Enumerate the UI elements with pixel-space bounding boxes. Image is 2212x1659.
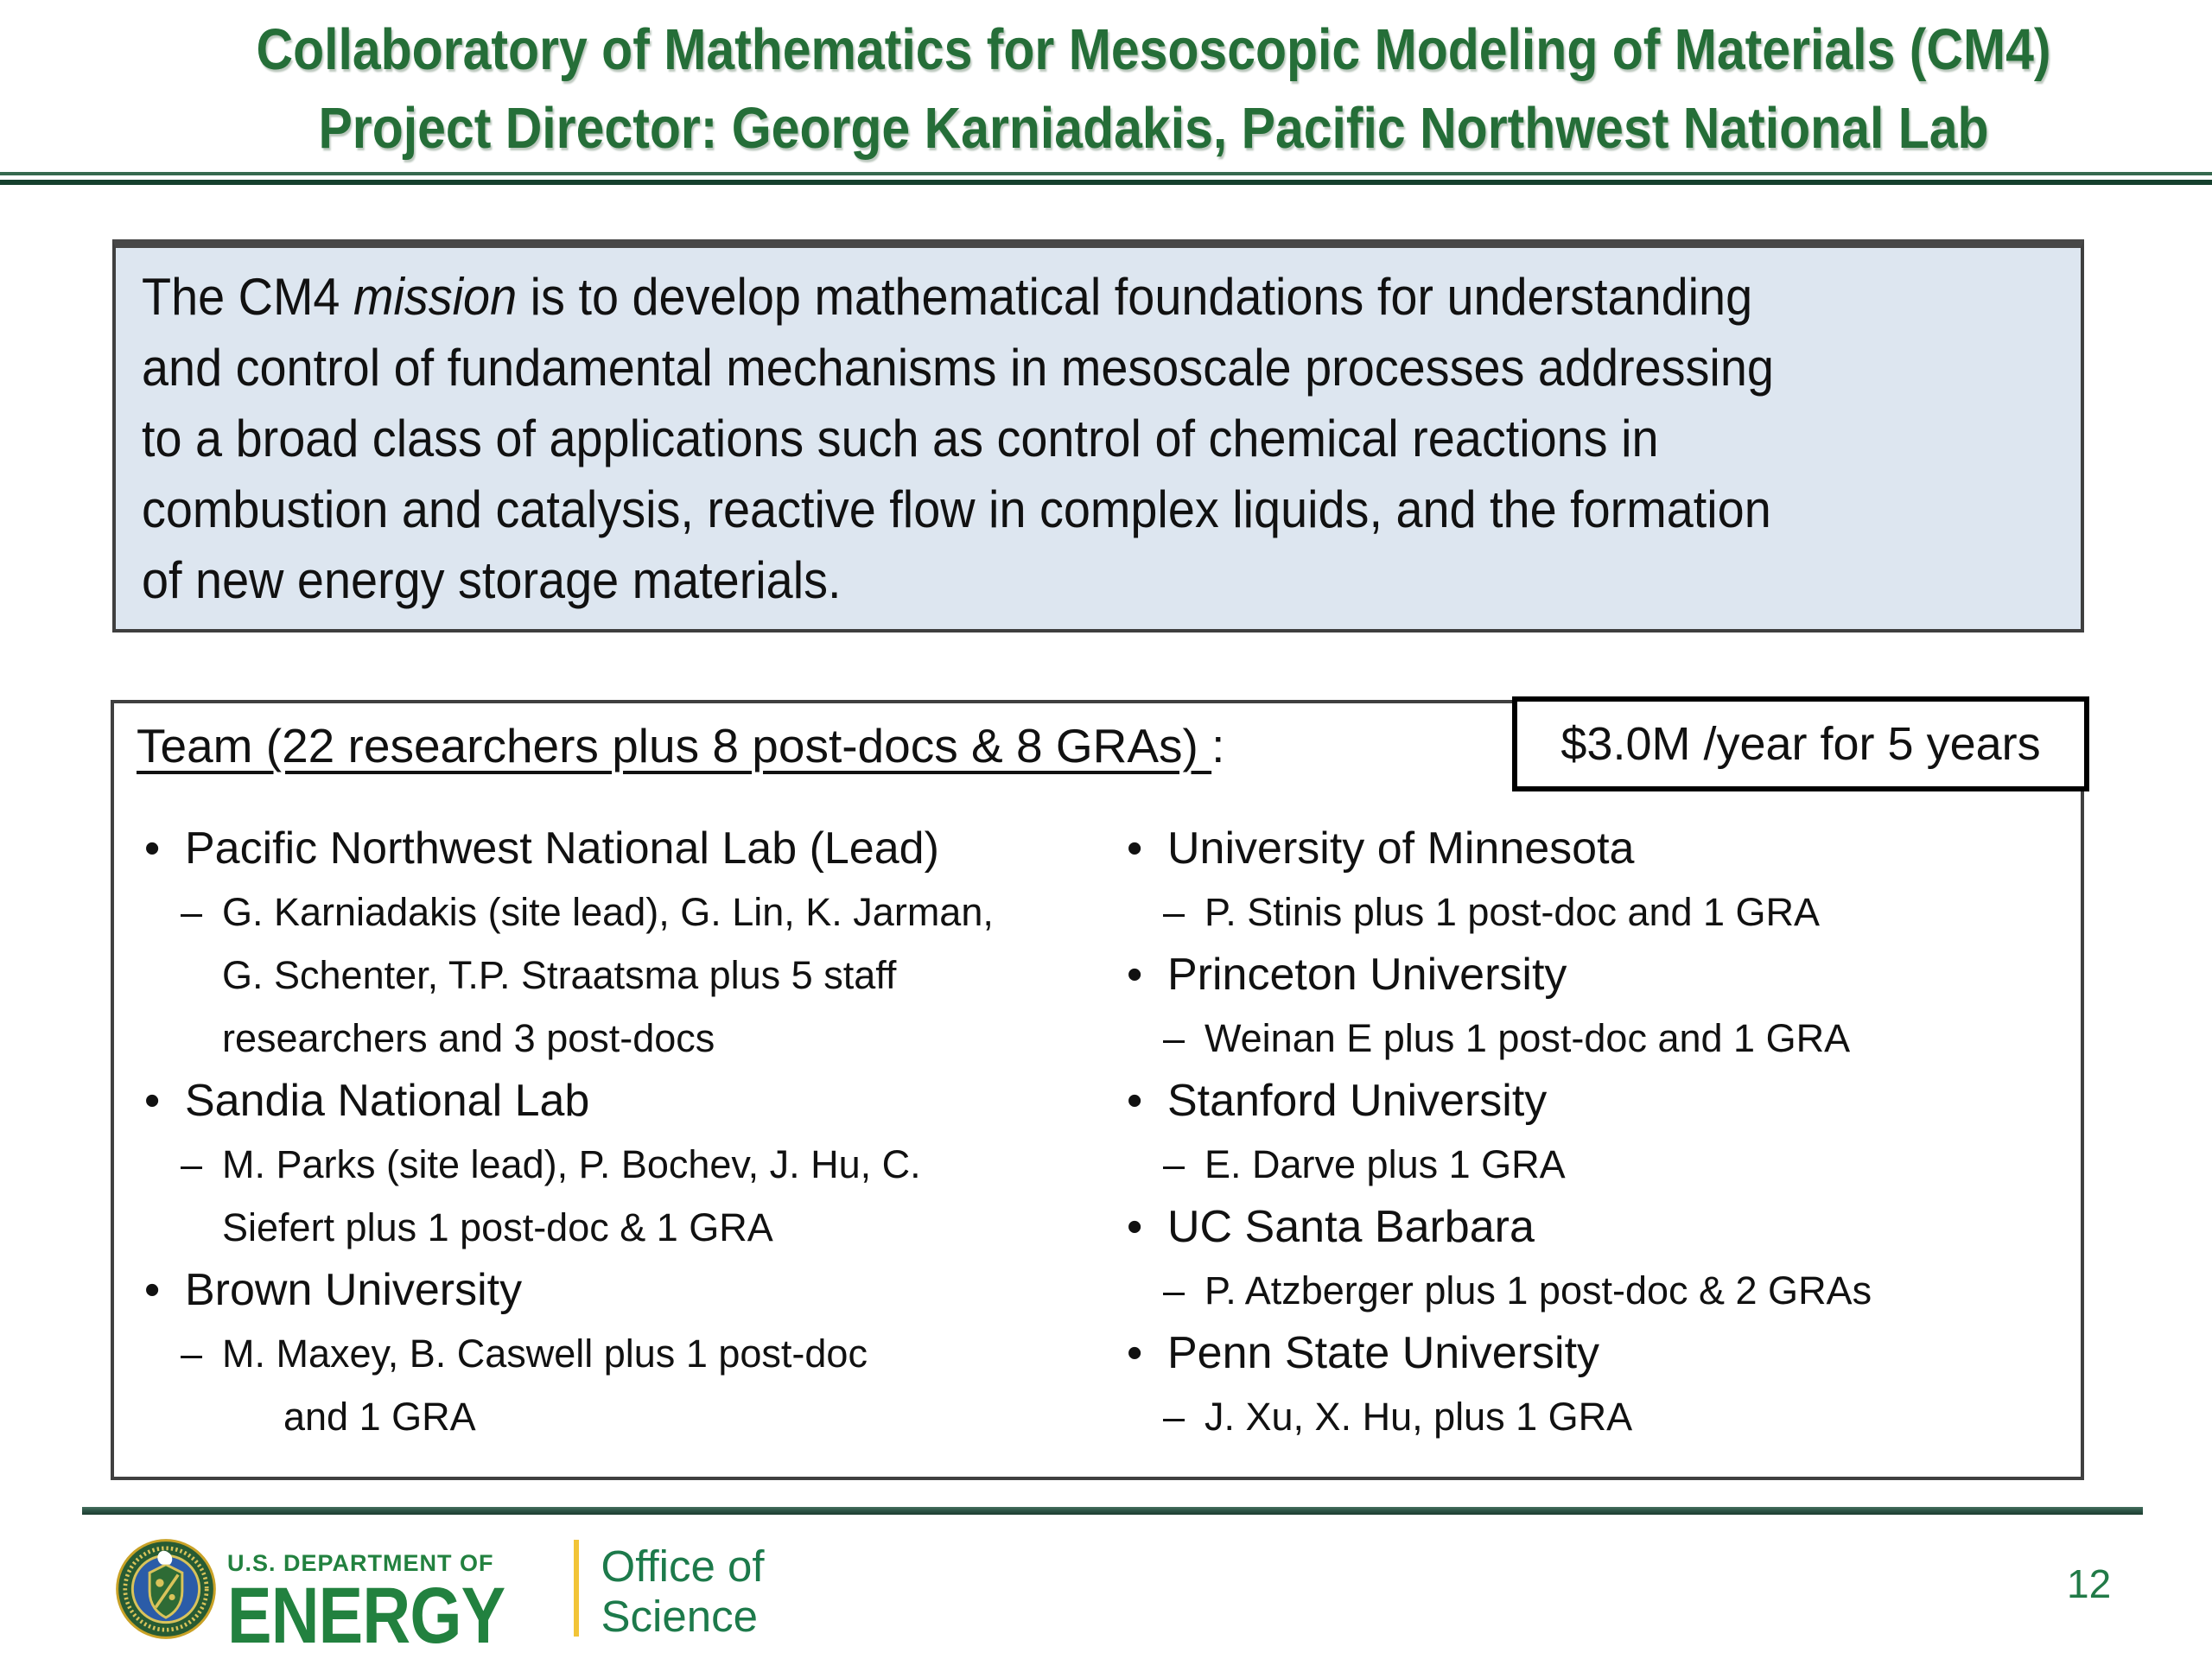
team-column-right (1127, 817, 2074, 1448)
member-line: Siefert plus 1 post-doc & 1 GRA (222, 1205, 773, 1249)
member-line: – Weinan E plus 1 post-doc and 1 GRA (1127, 1007, 2074, 1070)
mission-text-line: to a broad class of applications such as control of chemical reactions in (142, 410, 1659, 467)
list-item (1127, 1196, 2074, 1322)
mission-text-line: The CM4 mission is to develop mathematical foundations for understanding (142, 268, 1753, 326)
team-column-left (144, 817, 1127, 1448)
institution-label: • Stanford University (1127, 1070, 2074, 1133)
doe-logo (115, 1538, 765, 1659)
title-separator (0, 172, 2212, 185)
title-block (0, 10, 2212, 168)
logo-divider (574, 1540, 579, 1637)
list-item (1127, 817, 2074, 944)
office-line1: Office of (601, 1541, 765, 1591)
mission-emphasis: mission (353, 268, 518, 326)
budget-box (1512, 696, 2089, 791)
institution-label: • Pacific Northwest National Lab (Lead) (144, 817, 1127, 880)
mission-text-line: combustion and catalysis, reactive flow in complex liquids, and the formation (142, 480, 1771, 538)
doe-seal-icon (115, 1538, 217, 1640)
budget-label: $3.0M /year for 5 years (1560, 718, 2041, 770)
team-columns (144, 817, 2074, 1448)
member-line: – J. Xu, X. Hu, plus 1 GRA (1127, 1385, 2074, 1448)
member-line: – P. Stinis plus 1 post-doc and 1 GRA (1127, 880, 2074, 944)
institution-label: • Brown University (144, 1259, 1127, 1322)
mission-box (112, 239, 2084, 632)
energy-wordmark (227, 1538, 558, 1659)
institution-label: • Princeton University (1127, 944, 2074, 1007)
member-line: researchers and 3 post-docs (222, 1016, 715, 1060)
mission-text-line: and control of fundamental mechanisms in mesoscale processes addressing (142, 339, 1774, 397)
team-heading-colon: : (1211, 719, 1225, 772)
institution-label: • Sandia National Lab (144, 1070, 1127, 1133)
footer-rule (82, 1507, 2143, 1515)
member-line: – P. Atzberger plus 1 post-doc & 2 GRAs (1127, 1259, 2074, 1322)
list-item (1127, 1322, 2074, 1448)
member-line: – E. Darve plus 1 GRA (1127, 1133, 2074, 1196)
institution-label: • University of Minnesota (1127, 817, 2074, 880)
list-item (1127, 1070, 2074, 1196)
member-line-continuation: and 1 GRA (283, 1395, 476, 1439)
team-heading: Team (22 researchers plus 8 post-docs & 8 GRAs) : (137, 719, 1225, 772)
list-item (144, 1259, 1127, 1448)
office-line2: Science (601, 1592, 758, 1641)
list-item (1127, 944, 2074, 1070)
page-number: 12 (2067, 1561, 2112, 1606)
office-of-science-label (601, 1541, 765, 1642)
team-box (111, 700, 2084, 1480)
member-line: – G. Karniadakis (site lead), G. Lin, K. Jarman, (144, 880, 1127, 944)
list-item (144, 817, 1127, 1070)
member-line: – M. Maxey, B. Caswell plus 1 post-doc (144, 1322, 1127, 1385)
member-line: G. Schenter, T.P. Straatsma plus 5 staff (222, 953, 897, 997)
separator-line-bottom (0, 180, 2212, 185)
institution-label: • UC Santa Barbara (1127, 1196, 2074, 1259)
list-item (144, 1070, 1127, 1259)
institution-label: • Penn State University (1127, 1322, 2074, 1385)
mission-text-line: of new energy storage materials. (142, 551, 842, 609)
dept-of-label: U.S. DEPARTMENT OF (227, 1550, 494, 1576)
energy-label: ENERGY (227, 1572, 505, 1659)
slide-title-line1: Collaboratory of Mathematics for Mesoscopic Modeling of Materials (CM4) (256, 17, 2051, 82)
member-line: – M. Parks (site lead), P. Bochev, J. Hu, C. (144, 1133, 1127, 1196)
slide-title-line2: Project Director: George Karniadakis, Pacific Northwest National Lab (318, 96, 1989, 161)
